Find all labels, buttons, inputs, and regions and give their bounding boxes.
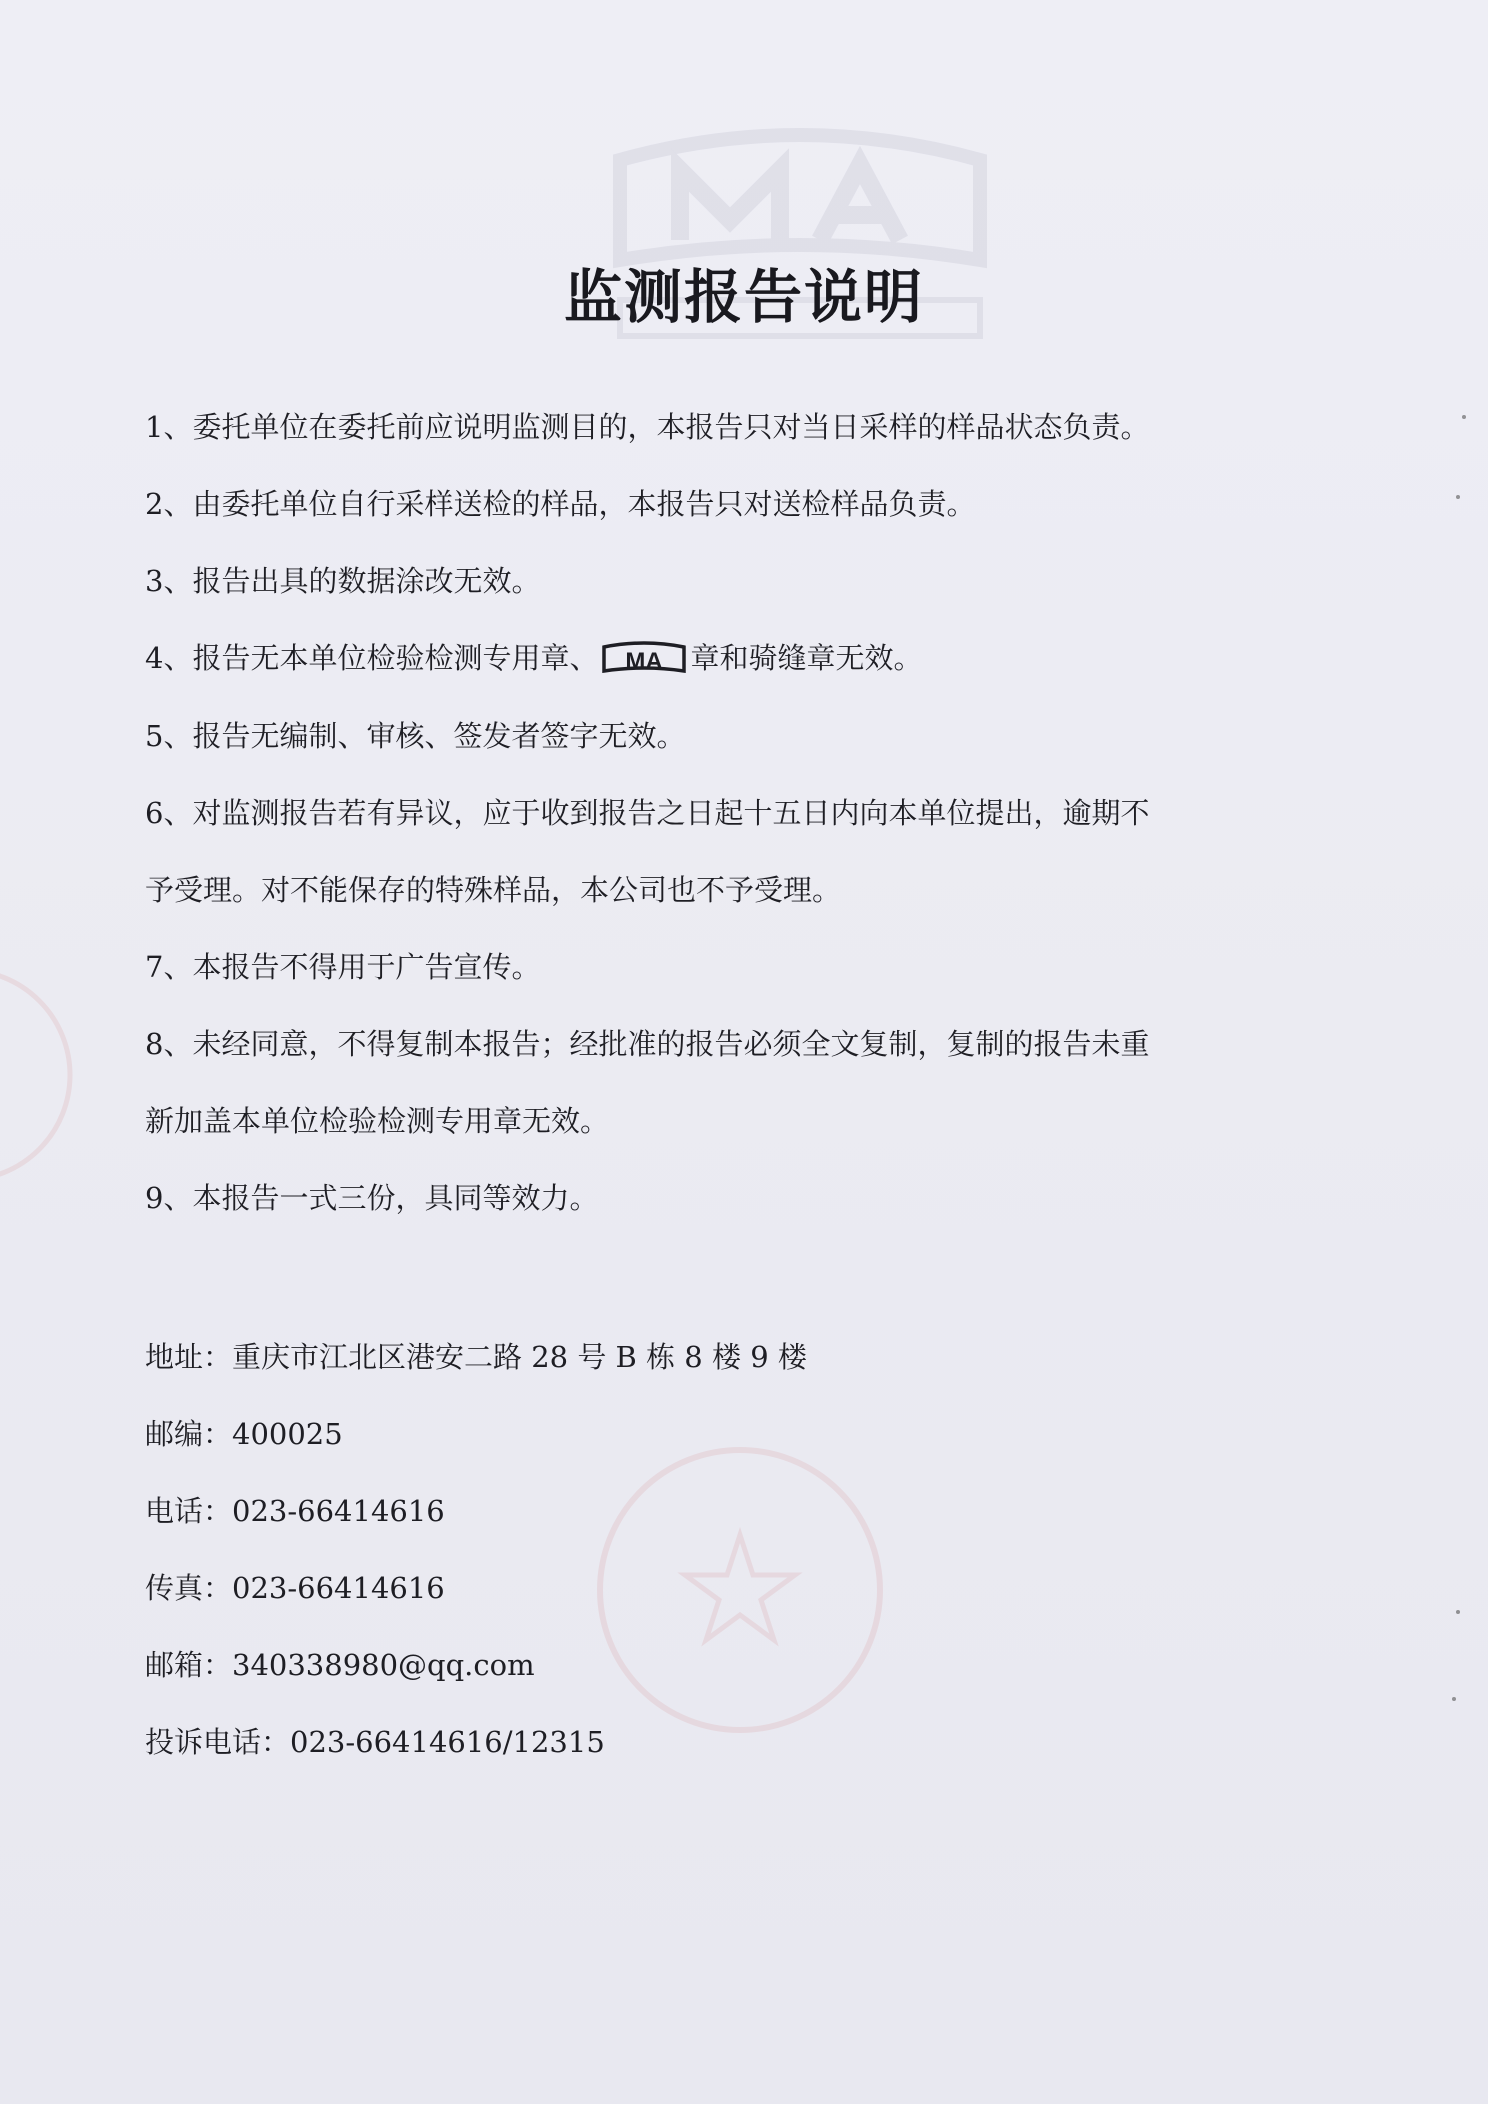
scan-speck xyxy=(1462,415,1466,419)
seal-edge-watermark-icon xyxy=(0,960,80,1190)
note-item-4-before: 4、报告无本单位检验检测专用章、 xyxy=(145,641,599,675)
contact-phone: 电话：023-66414616 xyxy=(145,1494,445,1528)
note-item-4-after: 章和骑缝章无效。 xyxy=(690,641,923,675)
cma-mark-icon xyxy=(600,641,688,679)
note-item-9: 9、本报告一式三份，具同等效力。 xyxy=(145,1181,599,1215)
note-item-3: 3、报告出具的数据涂改无效。 xyxy=(145,564,541,598)
seal-watermark-icon xyxy=(590,1440,890,1740)
note-item-6: 6、对监测报告若有异议，应于收到报告之日起十五日内向本单位提出，逾期不 xyxy=(145,796,1150,830)
note-item-8-cont: 新加盖本单位检验检测专用章无效。 xyxy=(145,1104,610,1138)
scan-speck xyxy=(1452,1697,1456,1701)
note-item-6-cont: 予受理。对不能保存的特殊样品，本公司也不予受理。 xyxy=(145,873,842,907)
scan-speck xyxy=(1456,495,1460,499)
note-item-2: 2、由委托单位自行采样送检的样品，本报告只对送检样品负责。 xyxy=(145,487,976,521)
contact-complaint: 投诉电话：023-66414616/12315 xyxy=(145,1725,605,1759)
contact-address: 地址：重庆市江北区港安二路 28 号 B 栋 8 楼 9 楼 xyxy=(145,1340,807,1374)
contact-fax: 传真：023-66414616 xyxy=(145,1571,445,1605)
cma-mark-text: MA xyxy=(625,648,664,675)
scan-speck xyxy=(1456,1610,1460,1614)
note-item-1: 1、委托单位在委托前应说明监测目的，本报告只对当日采样的样品状态负责。 xyxy=(145,410,1150,444)
page-title: 监测报告说明 xyxy=(563,263,924,331)
contact-postcode: 邮编：400025 xyxy=(145,1417,343,1451)
note-item-7: 7、本报告不得用于广告宣传。 xyxy=(145,950,541,984)
note-item-4 xyxy=(145,641,922,679)
contact-email: 邮箱：340338980@qq.com xyxy=(145,1648,535,1682)
note-item-5: 5、报告无编制、审核、签发者签字无效。 xyxy=(145,719,686,753)
note-item-8: 8、未经同意，不得复制本报告；经批准的报告必须全文复制，复制的报告未重 xyxy=(145,1027,1150,1061)
